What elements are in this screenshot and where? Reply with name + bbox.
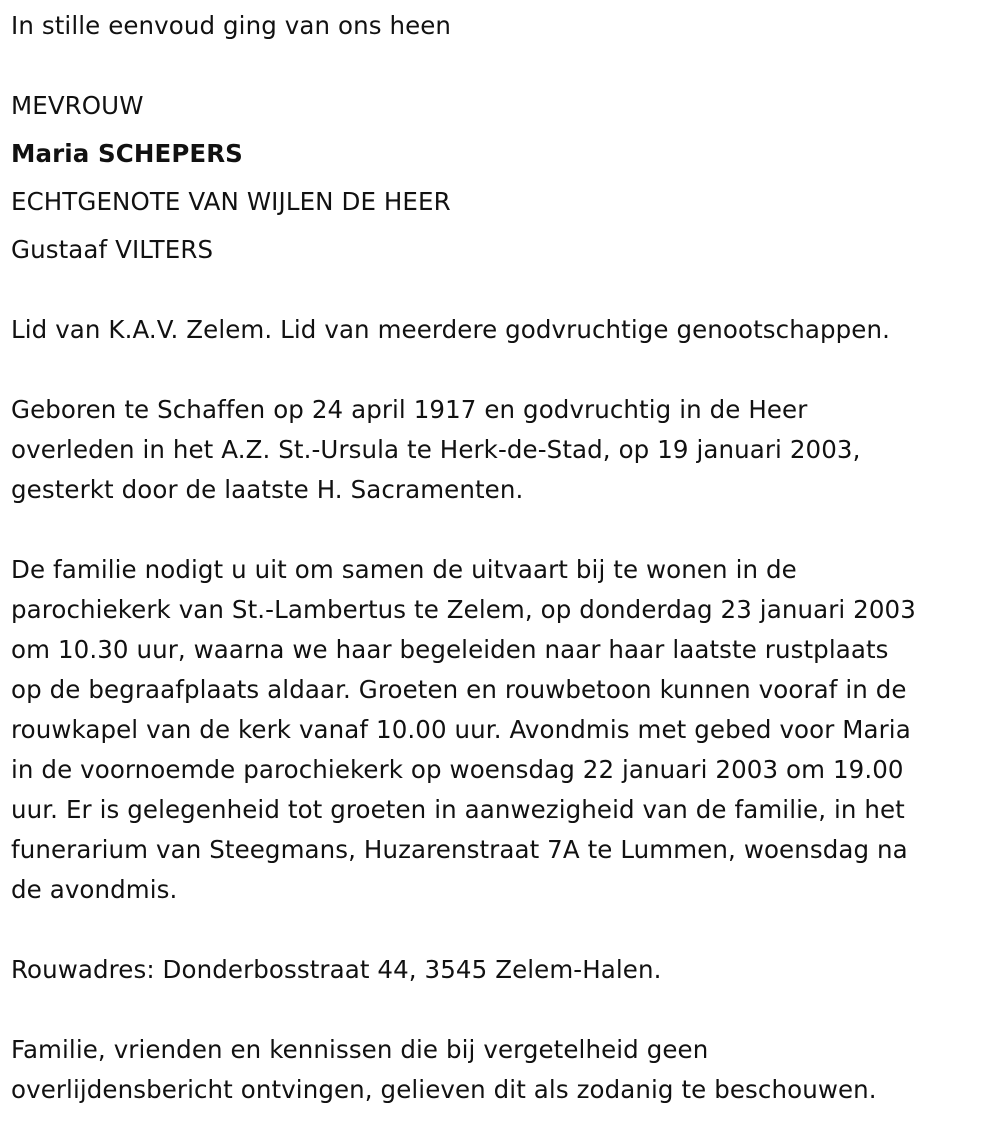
paragraph-line: parochiekerk van St.-Lambertus te Zelem, op donderdag 23 januari 2003 <box>11 595 916 624</box>
paragraph-line: uur. Er is gelegenheid tot groeten in aanwezigheid van de familie, in het <box>11 795 905 824</box>
paragraph-line: overlijdensbericht ontvingen, gelieven dit als zodanig te beschouwen. <box>11 1075 877 1104</box>
paragraph-line: overleden in het A.Z. St.-Ursula te Herk-de-Stad, op 19 januari 2003, <box>11 435 861 464</box>
spouse-name: Gustaaf VILTERS <box>11 235 214 264</box>
membership-line: Lid van K.A.V. Zelem. Lid van meerdere godvruchtige genootschappen. <box>11 315 890 344</box>
paragraph-line: om 10.30 uur, waarna we haar begeleiden naar haar laatste rustplaats <box>11 635 889 664</box>
honorific: MEVROUW <box>11 91 144 120</box>
paragraph-line: de avondmis. <box>11 875 178 904</box>
deceased-name: Maria SCHEPERS <box>11 139 243 168</box>
paragraph-line: in de voornoemde parochiekerk op woensdag 22 januari 2003 om 19.00 <box>11 755 904 784</box>
paragraph-line: Familie, vrienden en kennissen die bij vergetelheid geen <box>11 1035 709 1064</box>
paragraph-line: op de begraafplaats aldaar. Groeten en rouwbetoon kunnen vooraf in de <box>11 675 907 704</box>
paragraph-line: funerarium van Steegmans, Huzarenstraat 7A te Lummen, woensdag na <box>11 835 908 864</box>
paragraph-line: gesterkt door de laatste H. Sacramenten. <box>11 475 524 504</box>
intro-line: In stille eenvoud ging van ons heen <box>11 11 452 40</box>
paragraph-line: rouwkapel van de kerk vanaf 10.00 uur. Avondmis met gebed voor Maria <box>11 715 911 744</box>
paragraph-line: Geboren te Schaffen op 24 april 1917 en godvruchtig in de Heer <box>11 395 808 424</box>
mourning-address: Rouwadres: Donderbosstraat 44, 3545 Zelem-Halen. <box>11 955 662 984</box>
paragraph-line: De familie nodigt u uit om samen de uitvaart bij te wonen in de <box>11 555 797 584</box>
relation-line: ECHTGENOTE VAN WIJLEN DE HEER <box>11 187 451 216</box>
